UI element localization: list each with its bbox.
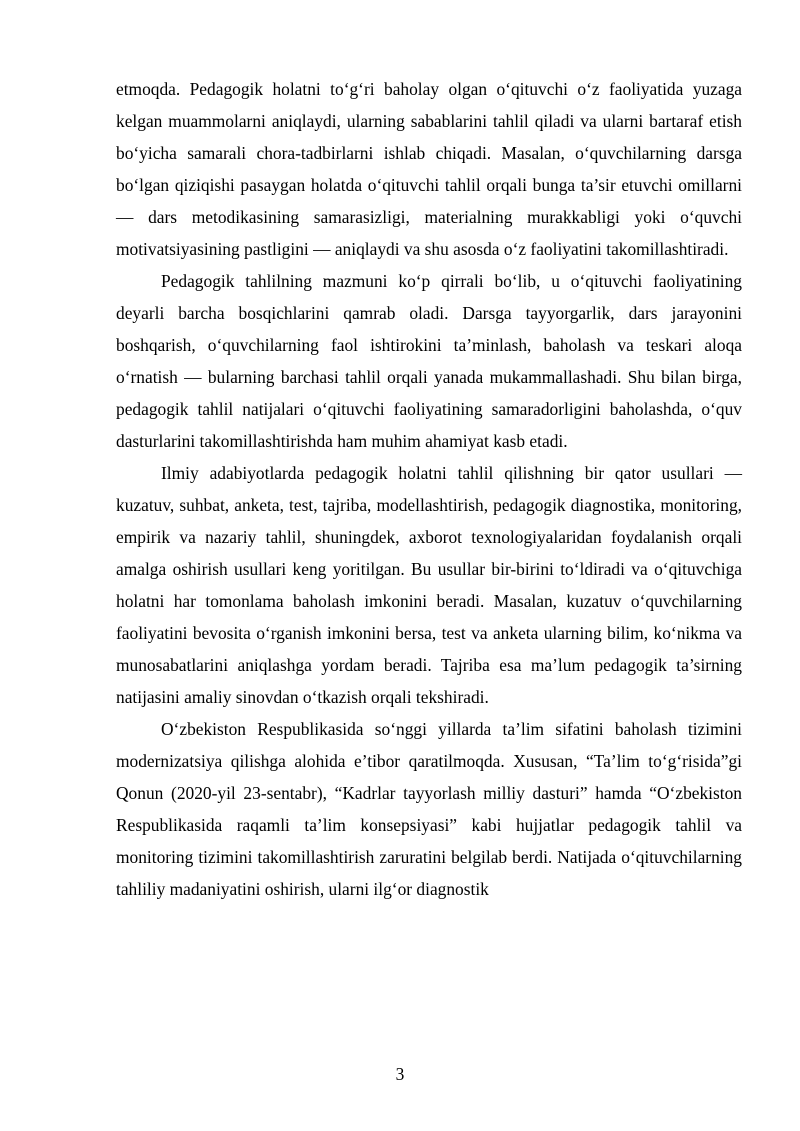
page-number: 3 [395, 1064, 405, 1084]
document-body [116, 73, 742, 905]
paragraph-3: Ilmiy adabiyotlarda pedagogik holatni tahlil qilishning bir qator usullari — kuzatuv, suhbat, anketa, test, tajriba, modellashtirish, pedagogik diagnostika, monitoring, empirik va nazariy tahlil, shuningdek, axborot texnologiyalaridan foydalanish orqali amalga oshirish usullari keng yoritilgan. Bu usullar bir-birini to‘ldiradi va o‘qituvchiga holatni har tomonlama baholash imkonini beradi. Masalan, kuzatuv o‘quvchilarning faoliyatini bevosita o‘rganish imkonini bersa, test va anketa ularning bilim, ko‘nikma va munosabatlarini aniqlashga yordam beradi. Tajriba esa ma’lum pedagogik ta’sirning natijasini amaliy sinovdan o‘tkazish orqali tekshiradi. [116, 463, 742, 707]
paragraph-1: etmoqda. Pedagogik holatni to‘g‘ri baholay olgan o‘qituvchi o‘z faoliyatida yuzaga kelgan muammolarni aniqlaydi, ularning sabablarini tahlil qiladi va ularni bartaraf etish bo‘yicha samarali chora-tadbirlarni ishlab chiqadi. Masalan, o‘quvchilarning darsga bo‘lgan qiziqishi pasaygan holatda o‘qituvchi tahlil orqali bunga ta’sir etuvchi omillarni — dars metodikasining samarasizligi, materialning murakkabligi yoki o‘quvchi motivatsiyasining pastligini — aniqlaydi va shu asosda o‘z faoliyatini takomillashtiradi. [116, 79, 742, 259]
paragraph-4: O‘zbekiston Respublikasida so‘nggi yillarda ta’lim sifatini baholash tizimini modernizatsiya qilishga alohida e’tibor qaratilmoqda. Xususan, “Ta’lim to‘g‘risida”gi Qonun (2020-yil 23-sentabr), “Kadrlar tayyorlash milliy dasturi” hamda “O‘zbekiston Respublikasida raqamli ta’lim konsepsiyasi” kabi hujjatlar pedagogik tahlil va monitoring tizimini takomillashtirish zaruratini belgilab berdi. Natijada o‘qituvchilarning tahliliy madaniyatini oshirish, ularni ilg‘or diagnostik [116, 719, 742, 899]
paragraph-2: Pedagogik tahlilning mazmuni ko‘p qirrali bo‘lib, u o‘qituvchi faoliyatining deyarli barcha bosqichlarini qamrab oladi. Darsga tayyorgarlik, dars jarayonini boshqarish, o‘quvchilarning faol ishtirokini ta’minlash, baholash va teskari aloqa o‘rnatish — bularning barchasi tahlil orqali yanada mukammallashadi. Shu bilan birga, pedagogik tahlil natijalari o‘qituvchi faoliyatining samaradorligini baholashda, o‘quv dasturlarini takomillashtirishda ham muhim ahamiyat kasb etadi. [116, 271, 742, 451]
